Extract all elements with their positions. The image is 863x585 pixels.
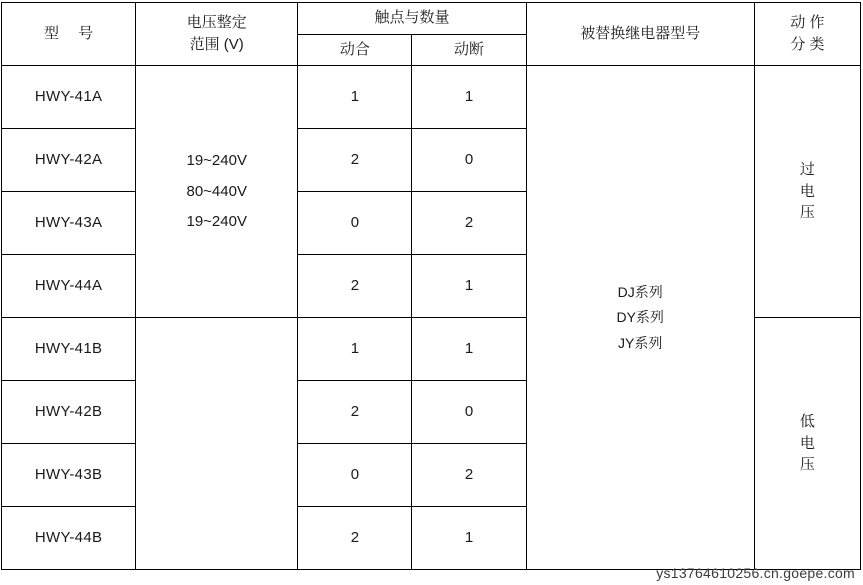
header-voltage-line1: 电压整定 [186,14,247,32]
cell-action-class-undervoltage [754,318,860,570]
cell-replaced-relay [526,66,754,570]
voltage-value-2: 80~440V [186,182,247,200]
cell-contacts-nc: 1 [412,255,526,318]
cell-voltage-range-blank [136,318,298,570]
cell-contacts-no: 1 [298,66,412,129]
header-action-line2: 分 类 [790,36,825,53]
header-contacts-no: 动合 [298,34,412,66]
cell-model: HWY-43A [2,192,136,255]
cell-contacts-nc: 2 [412,192,526,255]
voltage-value-3: 19~240V [186,213,247,231]
replaced-value-3: JY系列 [618,334,663,351]
cell-contacts-nc: 0 [412,381,526,444]
cell-contacts-no: 2 [298,507,412,570]
cell-contacts-no: 2 [298,255,412,318]
header-contacts-group: 触点与数量 [298,3,526,35]
cell-contacts-nc: 1 [412,507,526,570]
cell-contacts-nc: 2 [412,444,526,507]
action-class-char-3: 压 [799,456,815,474]
header-action-line1: 动 作 [790,14,825,32]
cell-model: HWY-43B [2,444,136,507]
action-class-char-1: 低 [799,412,815,430]
cell-model: HWY-44B [2,507,136,570]
cell-model: HWY-42A [2,129,136,192]
replaced-value-2: DY系列 [616,309,664,326]
cell-contacts-nc: 0 [412,129,526,192]
cell-action-class-overvoltage [754,66,860,318]
voltage-value-1: 19~240V [186,151,247,169]
header-action-class [754,3,860,66]
cell-contacts-no: 0 [298,192,412,255]
action-class-char-3: 压 [799,204,815,222]
cell-contacts-no: 1 [298,318,412,381]
cell-contacts-nc: 1 [412,66,526,129]
relay-spec-table [1,2,861,570]
cell-model: HWY-42B [2,381,136,444]
header-replaced-relay: 被替换继电器型号 [526,3,754,66]
table-row [2,66,861,129]
cell-model: HWY-41A [2,66,136,129]
cell-contacts-nc: 1 [412,318,526,381]
table-header-row-1 [2,3,861,35]
cell-contacts-no: 0 [298,444,412,507]
header-contacts-nc: 动断 [412,34,526,66]
cell-model: HWY-44A [2,255,136,318]
header-model [2,3,136,66]
cell-contacts-no: 2 [298,129,412,192]
action-class-char-2: 电 [799,182,815,200]
cell-voltage-range [136,66,298,318]
replaced-value-1: DJ系列 [617,284,663,301]
action-class-char-2: 电 [799,434,815,452]
watermark-text: ys13764610256.cn.goepe.com [656,565,855,581]
header-model-label: 型 号 [43,25,101,43]
header-voltage-line2: 范围 (V) [189,36,244,53]
header-voltage-range [136,3,298,66]
cell-contacts-no: 2 [298,381,412,444]
cell-model: HWY-41B [2,318,136,381]
action-class-char-1: 过 [799,160,815,178]
